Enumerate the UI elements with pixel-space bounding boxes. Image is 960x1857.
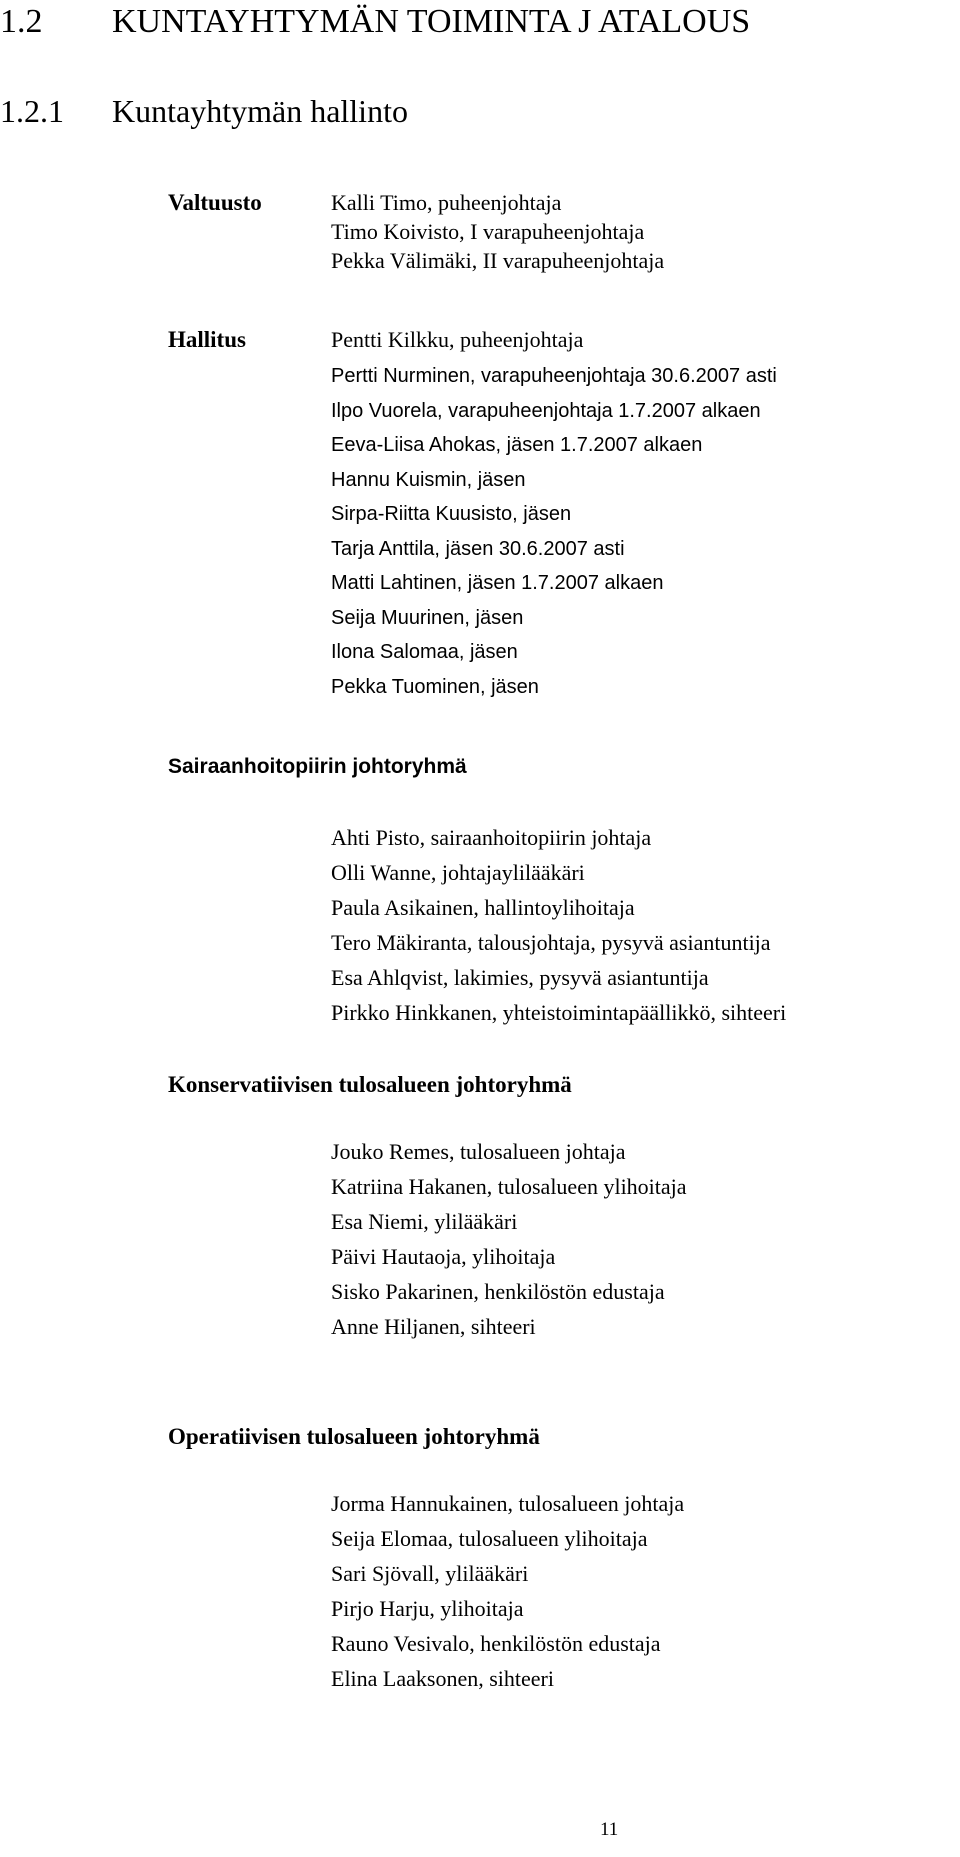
chapter-title: KUNTAYHTYMÄN TOIMINTA J ATALOUS xyxy=(112,3,751,40)
section-title: Kuntayhtymän hallinto xyxy=(112,93,408,129)
page-number: 11 xyxy=(600,1819,619,1840)
list-item: Pekka Välimäki, II varapuheenjohtaja xyxy=(331,248,665,273)
list-item: Paula Asikainen, hallintoylihoitaja xyxy=(331,895,635,920)
list-item: Hannu Kuismin, jäsen xyxy=(331,468,526,491)
valtuusto-members xyxy=(331,188,664,275)
list-item: Jouko Remes, tulosalueen johtaja xyxy=(331,1139,626,1164)
list-item: Matti Lahtinen, jäsen 1.7.2007 alkaen xyxy=(331,572,664,594)
sairaanhoitopiiri-title: Sairaanhoitopiirin johtoryhmä xyxy=(168,755,467,778)
list-item: Kalli Timo, puheenjohtaja xyxy=(331,190,562,215)
hallitus-members xyxy=(331,359,777,704)
list-item: Sirpa-Riitta Kuusisto, jäsen xyxy=(331,503,572,525)
valtuusto-label: Valtuusto xyxy=(168,190,262,215)
list-item: Anne Hiljanen, sihteeri xyxy=(331,1314,536,1339)
list-item: Ilona Salomaa, jäsen xyxy=(331,641,518,663)
list-item: Olli Wanne, johtajaylilääkäri xyxy=(331,860,585,885)
sairaanhoitopiiri-members xyxy=(331,820,786,1030)
hallitus-label: Hallitus xyxy=(168,327,246,352)
list-item: Tarja Anttila, jäsen 30.6.2007 asti xyxy=(331,537,625,560)
list-item: Seija Elomaa, tulosalueen ylihoitaja xyxy=(331,1526,648,1551)
list-item: Katriina Hakanen, tulosalueen ylihoitaja xyxy=(331,1174,687,1199)
list-item: Tero Mäkiranta, talousjohtaja, pysyvä asiantuntija xyxy=(331,930,771,955)
section-number: 1.2.1 xyxy=(0,93,64,129)
list-item: Esa Ahlqvist, lakimies, pysyvä asiantuntija xyxy=(331,965,709,990)
list-item: Pirkko Hinkkanen, yhteistoimintapäällikkö, sihteeri xyxy=(331,1000,787,1025)
list-item: Eeva-Liisa Ahokas, jäsen 1.7.2007 alkaen xyxy=(331,434,703,456)
list-item: Seija Muurinen, jäsen xyxy=(331,606,524,629)
list-item: Pekka Tuominen, jäsen xyxy=(331,675,539,698)
list-item: Timo Koivisto, I varapuheenjohtaja xyxy=(331,219,645,244)
konservatiivinen-title: Konservatiivisen tulosalueen johtoryhmä xyxy=(168,1072,572,1097)
list-item: Sari Sjövall, ylilääkäri xyxy=(331,1561,529,1586)
list-item: Pirjo Harju, ylihoitaja xyxy=(331,1596,524,1621)
list-item: Päivi Hautaoja, ylihoitaja xyxy=(331,1244,556,1269)
hallitus-first-member xyxy=(331,325,583,354)
list-item: Jorma Hannukainen, tulosalueen johtaja xyxy=(331,1491,685,1516)
list-item: Ahti Pisto, sairaanhoitopiirin johtaja xyxy=(331,825,652,850)
list-item: Pentti Kilkku, puheenjohtaja xyxy=(331,327,584,352)
list-item: Pertti Nurminen, varapuheenjohtaja 30.6.2007 asti xyxy=(331,365,777,387)
operatiivinen-title: Operatiivisen tulosalueen johtoryhmä xyxy=(168,1424,540,1449)
konservatiivinen-members xyxy=(331,1134,687,1344)
chapter-number: 1.2 xyxy=(0,3,43,40)
list-item: Sisko Pakarinen, henkilöstön edustaja xyxy=(331,1279,665,1304)
list-item: Elina Laaksonen, sihteeri xyxy=(331,1666,554,1691)
list-item: Esa Niemi, ylilääkäri xyxy=(331,1209,518,1234)
list-item: Ilpo Vuorela, varapuheenjohtaja 1.7.2007 alkaen xyxy=(331,399,761,422)
list-item: Rauno Vesivalo, henkilöstön edustaja xyxy=(331,1631,661,1656)
operatiivinen-members xyxy=(331,1486,684,1696)
